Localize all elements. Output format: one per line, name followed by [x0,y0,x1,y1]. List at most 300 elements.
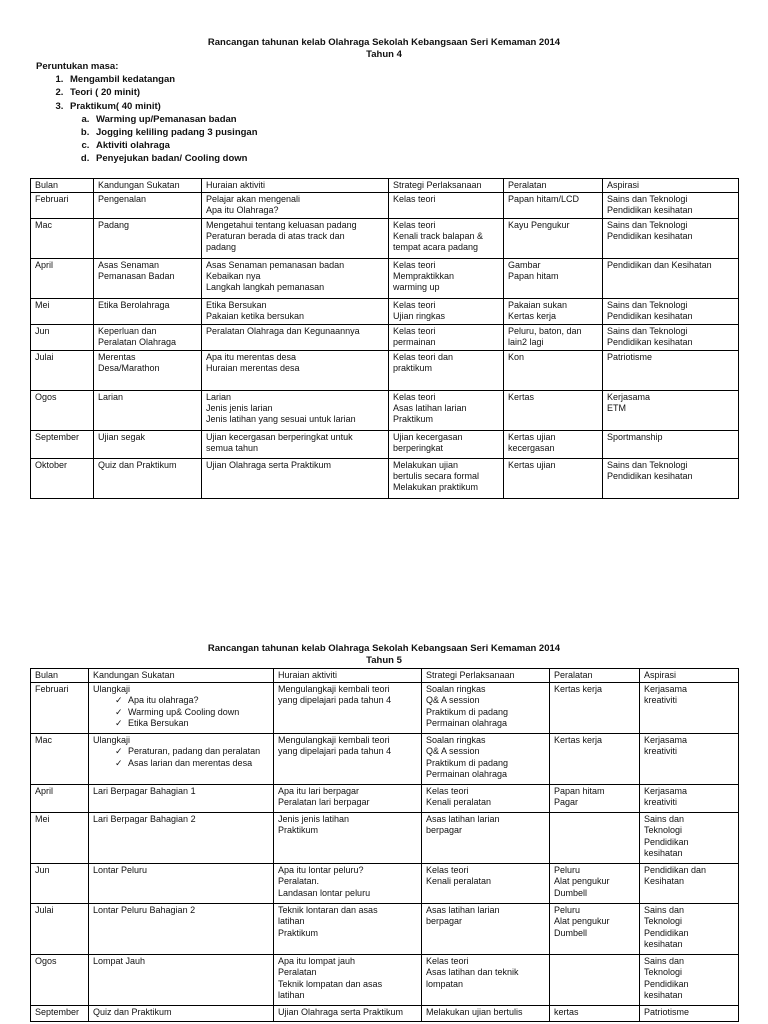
cell-strategi [422,683,550,734]
cell-aspirasi [603,458,739,498]
cell-line: Pengenalan [98,194,147,204]
cell-strategi [422,904,550,955]
cell-line: Kerjasama [644,684,688,694]
cell-line: lompatan [426,978,464,989]
cell-line: Sains dan Teknologi [607,325,688,336]
cell-peralatan [504,458,603,498]
cell-line: Landasan lontar peluru [278,887,371,898]
cell-line: Teknik lontaran dan asas [278,905,378,915]
cell-peralatan [550,734,640,785]
cell-line: Pendidikan [644,927,689,938]
cell-line: Soalan ringkas [426,684,486,694]
cell-line: Patriotisme [644,1007,690,1017]
cell-line: Melakukan ujian [393,459,459,470]
cell-line: Asas latihan larian [426,814,500,824]
cell-line: Kelas teori dan [393,351,454,362]
cell-line: latihan [278,989,305,1000]
header-bulan: Bulan [31,179,94,193]
cell-bulan: Jun [31,864,89,904]
cell-huraian [202,298,389,324]
practicum-subitem: d. Penyejukan badan/ Cooling down [92,152,258,165]
cell-line: kertas [554,1007,579,1017]
cell-line: Pendidikan dan Kesihatan [607,259,712,270]
cell-line: Melakukan praktikum [393,482,479,493]
cell-line: Soalan ringkas [426,735,486,745]
cell-aspirasi [603,258,739,298]
cell-line: Pendidikan kesihatan [607,205,693,216]
cell-line: Asas Senaman [98,259,160,270]
cell-line: Kelas teori [426,865,469,875]
table-row [31,350,739,390]
cell-strategi [422,864,550,904]
cell-aspirasi [603,324,739,350]
cell-line: Mengulangkaji kembali teori [278,684,390,694]
table-header-row [31,669,739,683]
cell-line: Asas latihan dan teknik [426,967,519,978]
cell-line: Ujian Olahraga serta Praktikum [206,459,332,470]
cell-line: Keperluan dan [98,325,157,336]
section1-title: Rancangan tahunan kelab Olahraga Sekolah Kebangsaan Seri Kemaman 2014 [207,37,561,48]
cell-strategi [389,350,504,390]
cell-peralatan [504,218,603,258]
cell-line: permainan [393,336,436,347]
cell-line: Kesihatan [644,876,685,887]
cell-line: Lari Berpagar Bahagian 1 [93,786,196,796]
cell-bulan: Julai [31,350,94,390]
cell-bulan: September [31,430,94,458]
header-kandungan: Kandungan Sukatan [94,179,202,193]
table-row [31,955,739,1006]
practicum-subitem: a. Warming up/Pemanasan badan [92,113,258,126]
cell-bulan: Mac [31,734,89,785]
cell-huraian [202,350,389,390]
cell-line: Kenali peralatan [426,876,492,887]
cell-line: Kerjasama [644,786,688,796]
cell-line: Melakukan ujian bertulis [426,1007,523,1017]
cell-kandungan [94,430,202,458]
cell-strategi [422,813,550,864]
cell-line: padang [206,242,237,253]
cell-line: Patriotisme [607,351,653,362]
cell-line: Lompat Jauh [93,956,146,966]
cell-peralatan [550,683,640,734]
cell-huraian [274,683,422,734]
cell-line: Etika Berolahraga [98,299,170,310]
cell-line: Kebaikan nya [206,270,261,281]
cell-line: Peralatan lari berpagar [278,797,370,808]
cell-aspirasi [603,390,739,430]
cell-peralatan [550,864,640,904]
cell-huraian [202,458,389,498]
cell-line: Teknologi [644,825,683,836]
cell-line: Pendidikan dan [644,865,707,875]
cell-kandungan [94,218,202,258]
cell-bulan: Oktober [31,458,94,498]
cell-line: bertulis secara formal [393,470,480,481]
cell-peralatan [504,390,603,430]
cell-line: Kerjasama [607,391,651,402]
cell-line: Dumbell [554,927,588,938]
section2-subtitle: Tahun 5 [366,655,402,666]
cell-line: Jenis latihan yang sesuai untuk larian [206,414,356,425]
year5-plan-table [30,668,739,1022]
cell-strategi [389,324,504,350]
cell-line: Pendidikan [644,978,689,989]
cell-kandungan [94,390,202,430]
cell-line: ETM [607,402,626,413]
cell-line: Merentas [98,351,136,362]
cell-kandungan [89,813,274,864]
cell-line: Teknologi [644,916,683,927]
cell-line: Peralatan. [278,876,320,887]
cell-kandungan [94,258,202,298]
cell-aspirasi [640,904,739,955]
cell-peralatan [504,193,603,219]
cell-peralatan [504,324,603,350]
cell-line: Apa itu lari berpagar [278,786,360,796]
cell-aspirasi [640,734,739,785]
cell-line: Larian [98,391,124,402]
time-allocation-item: 1. Mengambil kedatangan [66,73,258,86]
cell-line: Q& A session [426,695,480,706]
cell-kandungan [89,734,274,785]
cell-line: Q& A session [426,746,480,757]
cell-peralatan [550,955,640,1006]
cell-huraian [274,955,422,1006]
cell-bulan: Februari [31,193,94,219]
cell-bulan: September [31,1006,89,1022]
cell-line: Kertas kerja [508,310,557,321]
cell-line: Pakaian ketika bersukan [206,310,305,321]
table-row [31,298,739,324]
cell-line: Kelas teori [426,786,469,796]
cell-peralatan [550,813,640,864]
cell-kandungan [89,1006,274,1022]
cell-line: Kertas ujian [508,459,556,470]
cell-line: yang dipelajari pada tahun 4 [278,746,392,757]
cell-line: Praktikum [393,414,434,425]
cell-line: Kelas teori [393,194,436,204]
cell-aspirasi [603,430,739,458]
cell-line: Apa itu merentas desa [206,351,297,362]
cell-line: Pendidikan kesihatan [607,336,693,347]
time-allocation [36,60,258,166]
header-strategi: Strategi Perlaksanaan [389,179,504,193]
cell-strategi [389,430,504,458]
cell-line: Alat pengukur [554,876,610,887]
cell-huraian [274,864,422,904]
cell-line: Permainan olahraga [426,717,508,728]
cell-line: kesihatan [644,989,683,1000]
header-strategi: Strategi Perlaksanaan [422,669,550,683]
header-aspirasi: Aspirasi [603,179,739,193]
cell-line: Alat pengukur [554,916,610,927]
header-huraian: Huraian aktiviti [274,669,422,683]
checklist-item: ✓ Etika Bersukan [115,718,269,729]
cell-line: Padang [98,219,130,230]
cell-bulan: Mei [31,813,89,864]
practicum-sublist [70,113,258,166]
cell-kandungan [89,904,274,955]
cell-line: Peluru, baton, dan [508,325,582,336]
cell-line: Teknologi [644,967,683,978]
time-allocation-list [36,73,258,165]
table-row [31,193,739,219]
checklist-item: ✓ Asas larian dan merentas desa [115,758,269,769]
cell-line: Ulangkaji [93,735,131,745]
cell-line: Ujian segak [98,431,146,442]
cell-line: Jenis jenis latihan [278,814,350,824]
cell-line: kreativiti [644,746,678,757]
cell-aspirasi [640,813,739,864]
table-row [31,1006,739,1022]
cell-kandungan [94,193,202,219]
cell-kandungan [94,298,202,324]
table-row [31,734,739,785]
cell-line: Teknik lompatan dan asas [278,978,383,989]
cell-line: Ujian kecergasan [393,431,463,442]
cell-line: kecergasan [508,442,555,453]
cell-huraian [274,785,422,813]
cell-huraian [202,430,389,458]
table-row [31,785,739,813]
cell-line: kesihatan [644,938,683,949]
cell-line: Permainan olahraga [426,768,508,779]
cell-line: Sains dan Teknologi [607,219,688,230]
table-row [31,904,739,955]
cell-aspirasi [640,785,739,813]
cell-line: Lontar Peluru Bahagian 2 [93,905,196,915]
cell-aspirasi [640,955,739,1006]
cell-line: Asas Senaman pemanasan badan [206,259,345,270]
cell-line: Etika Bersukan [206,299,267,310]
cell-huraian [202,193,389,219]
time-allocation-item: 2. Teori ( 20 minit) [66,86,258,99]
cell-line: Kerjasama [644,735,688,745]
cell-line: Sains dan Teknologi [607,194,688,204]
section2-title: Rancangan tahunan kelab Olahraga Sekolah Kebangsaan Seri Kemaman 2014 [207,643,561,654]
cell-line: praktikum [393,362,433,373]
cell-aspirasi [640,864,739,904]
cell-line: berpagar [426,916,463,927]
cell-line: Langkah langkah pemanasan [206,282,325,293]
cell-line: berperingkat [393,442,444,453]
cell-line: Mengulangkaji kembali teori [278,735,390,745]
cell-huraian [202,390,389,430]
cell-line: Kertas ujian [508,431,556,442]
cell-line: Kenali peralatan [426,797,492,808]
cell-line: Ujian kecergasan berperingkat untuk [206,431,353,442]
cell-line: Peraturan berada di atas track dan [206,230,345,241]
cell-line: Pakaian sukan [508,299,568,310]
cell-line: kesihatan [644,847,683,858]
cell-bulan: April [31,258,94,298]
cell-line: Apa itu lontar peluru? [278,865,364,875]
cell-strategi [389,458,504,498]
cell-line: Quiz dan Praktikum [98,459,177,470]
cell-line: Lari Berpagar Bahagian 2 [93,814,196,824]
cell-line: Apa itu Olahraga? [206,205,279,216]
cell-peralatan [504,350,603,390]
cell-peralatan [550,1006,640,1022]
cell-line: Pelajar akan mengenali [206,194,301,204]
cell-line: Huraian merentas desa [206,362,300,373]
practicum-subitem: b. Jogging keliling padang 3 pusingan [92,126,258,139]
cell-line: Kertas kerja [554,684,603,694]
checklist-item: ✓ Peraturan, padang dan peralatan [115,746,269,757]
cell-line: Pendidikan kesihatan [607,310,693,321]
cell-peralatan [550,904,640,955]
cell-line: Peralatan Olahraga dan Kegunaannya [206,325,360,336]
cell-line: Papan hitam [554,786,605,796]
cell-line: Kenali track balapan & [393,230,484,241]
cell-aspirasi [603,218,739,258]
cell-kandungan [94,324,202,350]
header-peralatan: Peralatan [550,669,640,683]
header-aspirasi: Aspirasi [640,669,739,683]
cell-line: Jenis jenis larian [206,402,273,413]
table-row [31,683,739,734]
cell-line: Ujian ringkas [393,310,446,321]
section1-subtitle: Tahun 4 [366,49,402,60]
cell-huraian [202,258,389,298]
cell-line: Sportmanship [607,431,663,442]
cell-line: Kayu Pengukur [508,219,570,230]
cell-line: Kelas teori [393,299,436,310]
cell-aspirasi [640,683,739,734]
cell-line: Kelas teori [393,259,436,270]
cell-bulan: Ogos [31,390,94,430]
year4-plan-table [30,178,739,499]
cell-line: Praktikum [278,825,319,836]
cell-line: Quiz dan Praktikum [93,1007,172,1017]
cell-line: Asas latihan larian [426,905,500,915]
checklist [93,695,269,729]
cell-kandungan [89,955,274,1006]
cell-line: Kelas teori [393,391,436,402]
cell-line: Sains dan Teknologi [607,299,688,310]
time-allocation-label: Peruntukan masa: [36,61,119,72]
cell-strategi [422,955,550,1006]
cell-huraian [202,218,389,258]
cell-line: Pemanasan Badan [98,270,175,281]
cell-line: Peralatan Olahraga [98,336,177,347]
cell-line: Kelas teori [393,325,436,336]
table-row [31,813,739,864]
table-row [31,390,739,430]
cell-kandungan [89,864,274,904]
cell-line: warming up [393,282,440,293]
cell-aspirasi [603,350,739,390]
cell-kandungan [94,458,202,498]
cell-bulan: Ogos [31,955,89,1006]
cell-line: kreativiti [644,797,678,808]
cell-aspirasi [603,298,739,324]
cell-peralatan [504,430,603,458]
cell-huraian [274,734,422,785]
time-allocation-item-label: Praktikum( 40 minit) [70,100,161,112]
cell-line: Lontar Peluru [93,865,148,875]
cell-peralatan [550,785,640,813]
cell-strategi [422,785,550,813]
cell-kandungan [89,785,274,813]
cell-line: Peluru [554,905,581,915]
checklist-item: ✓ Apa itu olahraga? [115,695,269,706]
cell-line: Sains dan Teknologi [607,459,688,470]
cell-bulan: April [31,785,89,813]
cell-line: berpagar [426,825,463,836]
cell-line: Mengetahui tentang keluasan padang [206,219,357,230]
cell-peralatan [504,298,603,324]
cell-line: Pagar [554,797,579,808]
cell-huraian [274,813,422,864]
cell-bulan: Mac [31,218,94,258]
checklist-item: ✓ Warming up& Cooling down [115,707,269,718]
cell-kandungan [89,683,274,734]
cell-line: tempat acara padang [393,242,479,253]
cell-line: lain2 lagi [508,336,544,347]
cell-line: Kelas teori [426,956,469,966]
header-peralatan: Peralatan [504,179,603,193]
cell-line: Praktikum [278,927,319,938]
cell-strategi [389,193,504,219]
cell-line: Desa/Marathon [98,362,160,373]
cell-line: Sains dan [644,905,685,915]
cell-line: Kon [508,351,525,362]
cell-strategi [389,298,504,324]
cell-line: Ujian Olahraga serta Praktikum [278,1007,404,1017]
cell-line: Papan hitam/LCD [508,194,580,204]
cell-line: Pendidikan [644,836,689,847]
cell-aspirasi [640,1006,739,1022]
cell-strategi [422,1006,550,1022]
cell-line: Kertas [508,391,535,402]
cell-line: Ulangkaji [93,684,131,694]
cell-line: Sains dan [644,956,685,966]
cell-line: Mempraktikkan [393,270,455,281]
cell-line: Peralatan [278,967,317,978]
cell-line: Pendidikan kesihatan [607,470,693,481]
cell-strategi [389,218,504,258]
table-row [31,430,739,458]
header-kandungan: Kandungan Sukatan [89,669,274,683]
cell-line: Sains dan [644,814,685,824]
cell-line: Kertas kerja [554,735,603,745]
table-header-row [31,179,739,193]
cell-huraian [274,904,422,955]
table-row [31,864,739,904]
cell-line: Dumbell [554,887,588,898]
cell-line: Pendidikan kesihatan [607,230,693,241]
cell-line: Papan hitam [508,270,559,281]
table-row [31,458,739,498]
cell-line: yang dipelajari pada tahun 4 [278,695,392,706]
time-allocation-item [66,100,258,166]
cell-line: latihan [278,916,305,927]
table-row [31,324,739,350]
practicum-subitem: c. Aktiviti olahraga [92,139,258,152]
cell-peralatan [504,258,603,298]
cell-line: Kelas teori [393,219,436,230]
cell-huraian [202,324,389,350]
cell-bulan: Mei [31,298,94,324]
cell-line: kreativiti [644,695,678,706]
cell-line: semua tahun [206,442,259,453]
cell-strategi [389,258,504,298]
table-row [31,218,739,258]
cell-huraian [274,1006,422,1022]
cell-bulan: Julai [31,904,89,955]
